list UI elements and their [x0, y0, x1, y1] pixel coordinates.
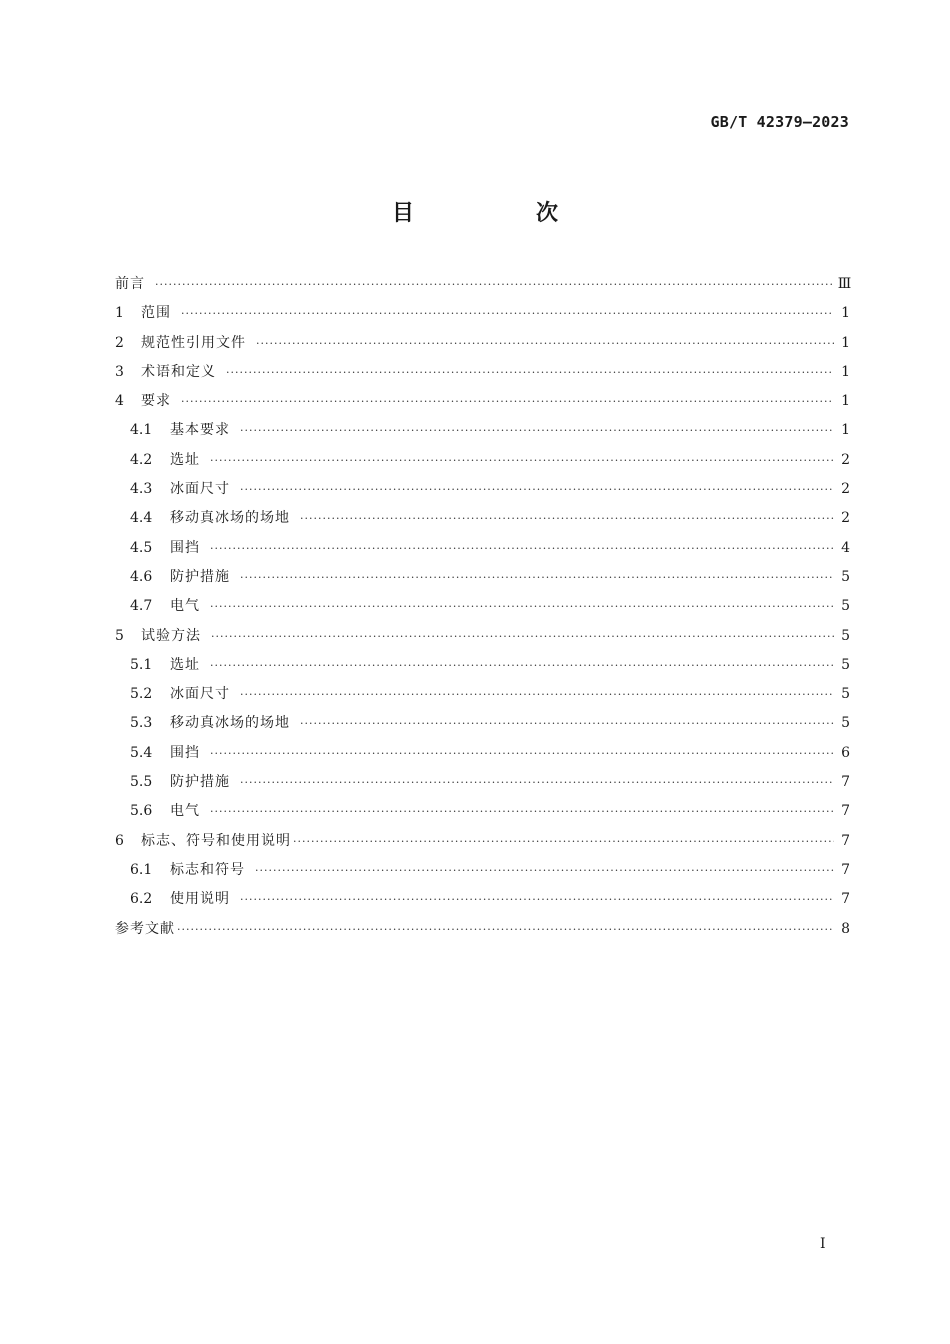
- toc-entry-label: 参考文献: [115, 920, 175, 937]
- toc-entry-label: 规范性引用文件: [141, 334, 246, 351]
- toc-entry-label: 冰面尺寸: [170, 481, 230, 498]
- toc-leader-dots: [155, 270, 832, 299]
- toc-entry-number: 4: [115, 393, 124, 410]
- toc-entry-number: 5.5: [130, 774, 153, 791]
- table-of-contents: [115, 270, 850, 944]
- toc-entry-number: 5.2: [130, 686, 153, 703]
- toc-entry-label: 移动真冰场的场地: [170, 510, 290, 527]
- toc-entry-label: 术语和定义: [141, 363, 216, 380]
- toc-leader-dots: [211, 622, 834, 651]
- toc-entry-label: 围挡: [170, 744, 200, 761]
- toc-entry-page: 2: [841, 510, 850, 527]
- toc-entry-label: 防护措施: [170, 568, 230, 585]
- toc-entry-page: 4: [841, 539, 850, 556]
- toc-entry-label: 电气: [170, 598, 200, 615]
- toc-leader-dots: [240, 885, 834, 914]
- toc-entry-page: 5: [841, 627, 850, 644]
- toc-entry-number: 5.1: [130, 656, 153, 673]
- toc-entry-4[interactable]: [115, 387, 850, 416]
- toc-entry-label: 标志和符号: [170, 861, 245, 878]
- toc-leader-dots: [181, 299, 834, 328]
- toc-leader-dots: [210, 651, 834, 680]
- toc-entry-label: 移动真冰场的场地: [170, 715, 290, 732]
- toc-leader-dots: [240, 563, 834, 592]
- toc-entry-page: 5: [841, 656, 850, 673]
- toc-entry-foreword[interactable]: [115, 270, 850, 299]
- toc-entry-number: 5: [115, 627, 124, 644]
- toc-entry-2[interactable]: [115, 329, 850, 358]
- toc-entry-page: 8: [841, 920, 850, 937]
- toc-entry-5-5[interactable]: [115, 768, 850, 797]
- toc-leader-dots: [300, 504, 834, 533]
- toc-entry-4-2[interactable]: [115, 446, 850, 475]
- toc-entry-5-3[interactable]: [115, 709, 850, 738]
- toc-entry-number: 5.6: [130, 803, 153, 820]
- toc-entry-label: 前言: [115, 276, 145, 292]
- toc-leader-dots: [177, 915, 834, 944]
- toc-entry-4-1[interactable]: [115, 416, 850, 445]
- toc-entry-4-6[interactable]: [115, 563, 850, 592]
- toc-entry-5[interactable]: [115, 622, 850, 651]
- toc-leader-dots: [300, 709, 834, 738]
- toc-title: 目 次: [391, 201, 608, 226]
- toc-entry-page: 7: [841, 891, 850, 908]
- toc-entry-label: 电气: [170, 803, 200, 820]
- toc-entry-page: 1: [841, 305, 850, 322]
- toc-entry-page: 5: [841, 686, 850, 703]
- toc-entry-label: 围挡: [170, 539, 200, 556]
- toc-entry-6-1[interactable]: [115, 856, 850, 885]
- toc-leader-dots: [226, 358, 834, 387]
- toc-entry-5-1[interactable]: [115, 651, 850, 680]
- toc-entry-page: 2: [841, 481, 850, 498]
- toc-entry-4-7[interactable]: [115, 592, 850, 621]
- toc-entry-label: 冰面尺寸: [170, 686, 230, 703]
- toc-leader-dots: [210, 739, 834, 768]
- toc-entry-page: 5: [841, 568, 850, 585]
- toc-entry-label: 试验方法: [141, 627, 201, 644]
- toc-entry-1[interactable]: [115, 299, 850, 328]
- toc-entry-number: 3: [115, 363, 124, 380]
- toc-entry-label: 基本要求: [170, 422, 230, 439]
- toc-entry-5-4[interactable]: [115, 739, 850, 768]
- toc-entry-number: 5.3: [130, 715, 153, 732]
- toc-entry-number: 6.2: [130, 891, 153, 908]
- toc-entry-3[interactable]: [115, 358, 850, 387]
- toc-entry-page: 1: [841, 363, 850, 380]
- toc-entry-number: 4.5: [130, 539, 153, 556]
- toc-entry-label: 选址: [170, 451, 200, 468]
- toc-entry-page: 5: [841, 715, 850, 732]
- toc-entry-4-5[interactable]: [115, 534, 850, 563]
- toc-entry-page: 5: [841, 598, 850, 615]
- toc-leader-dots: [240, 416, 834, 445]
- toc-leader-dots: [181, 387, 834, 416]
- toc-entry-number: 4.4: [130, 510, 153, 527]
- toc-entry-page: 2: [841, 451, 850, 468]
- toc-entry-4-3[interactable]: [115, 475, 850, 504]
- toc-entry-5-2[interactable]: [115, 680, 850, 709]
- toc-entry-page: 7: [841, 832, 850, 849]
- toc-entry-number: 5.4: [130, 744, 153, 761]
- toc-entry-label: 范围: [141, 305, 171, 322]
- toc-entry-label: 防护措施: [170, 774, 230, 791]
- toc-entry-number: 4.2: [130, 451, 153, 468]
- toc-leader-dots: [240, 680, 834, 709]
- toc-entry-6-2[interactable]: [115, 885, 850, 914]
- toc-leader-dots: [293, 827, 834, 856]
- toc-entry-number: 4.3: [130, 481, 153, 498]
- toc-entry-number: 4.7: [130, 598, 153, 615]
- toc-leader-dots: [255, 856, 834, 885]
- toc-entry-page: Ⅲ: [837, 276, 852, 292]
- toc-entry-page: 7: [841, 774, 850, 791]
- toc-entry-page: 7: [841, 803, 850, 820]
- toc-entry-4-4[interactable]: [115, 504, 850, 533]
- toc-entry-page: 1: [841, 393, 850, 410]
- toc-entry-number: 4.1: [130, 422, 153, 439]
- toc-leader-dots: [240, 475, 834, 504]
- toc-entry-6[interactable]: [115, 827, 850, 856]
- toc-leader-dots: [256, 329, 834, 358]
- toc-entry-number: 4.6: [130, 568, 153, 585]
- page-number: Ⅰ: [820, 1236, 826, 1252]
- toc-entry-references[interactable]: [115, 915, 850, 944]
- toc-entry-page: 1: [841, 422, 850, 439]
- toc-leader-dots: [210, 534, 834, 563]
- toc-entry-5-6[interactable]: [115, 797, 850, 826]
- toc-entry-number: 1: [115, 305, 124, 322]
- toc-entry-number: 2: [115, 334, 124, 351]
- toc-entry-label: 使用说明: [170, 891, 230, 908]
- toc-entry-page: 1: [841, 334, 850, 351]
- toc-entry-page: 6: [841, 744, 850, 761]
- toc-entry-label: 要求: [141, 393, 171, 410]
- toc-leader-dots: [210, 446, 834, 475]
- toc-leader-dots: [210, 797, 834, 826]
- toc-entry-number: 6: [115, 832, 124, 849]
- toc-leader-dots: [210, 592, 834, 621]
- toc-entry-label: 选址: [170, 656, 200, 673]
- standard-code: GB/T 42379—2023: [710, 113, 849, 131]
- toc-entry-page: 7: [841, 861, 850, 878]
- toc-leader-dots: [240, 768, 834, 797]
- toc-entry-label: 标志、符号和使用说明: [141, 832, 291, 849]
- toc-entry-number: 6.1: [130, 861, 153, 878]
